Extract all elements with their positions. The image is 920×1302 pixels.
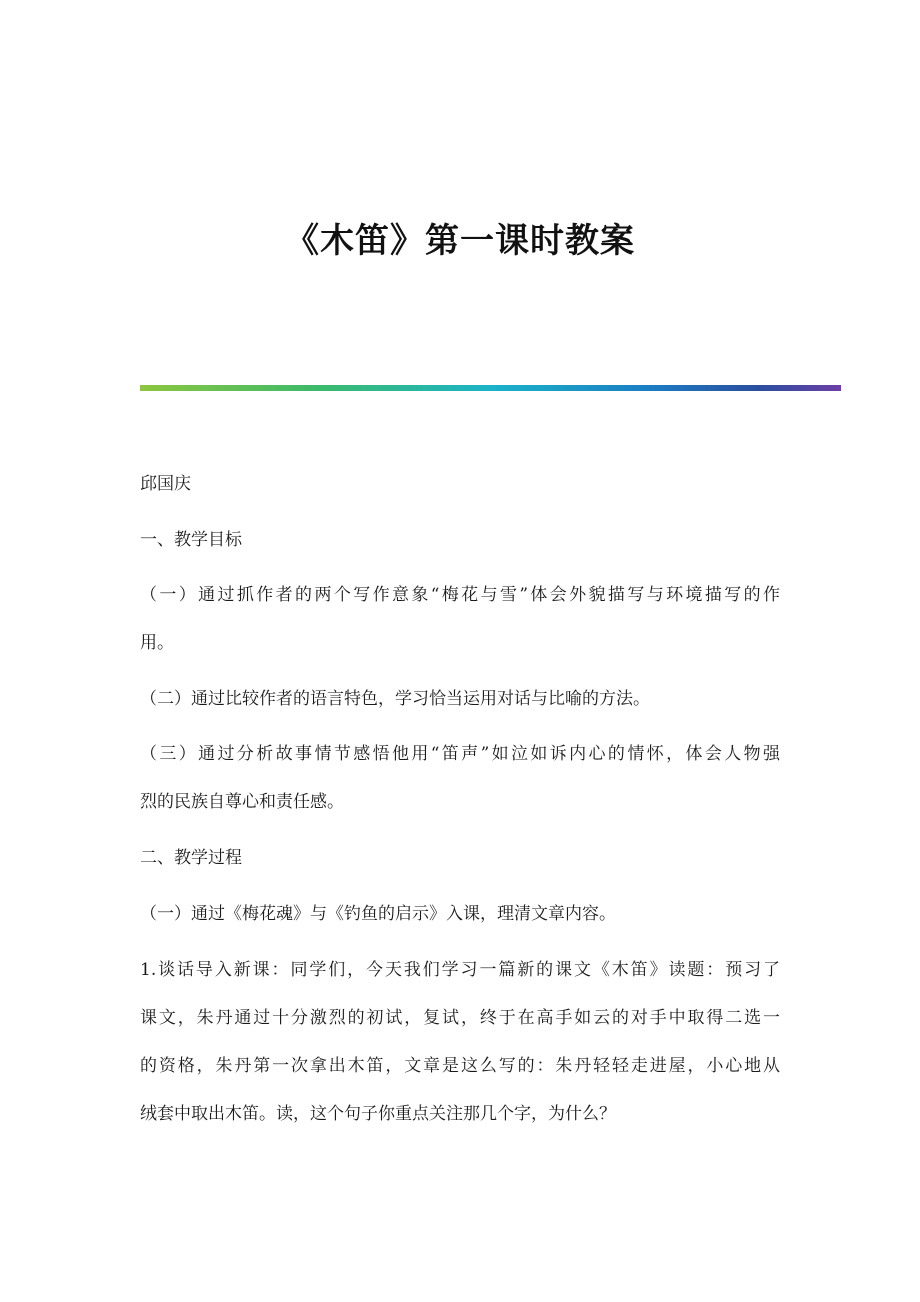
goal-3-line-2: 烈的民族自尊心和责任感。 bbox=[140, 792, 344, 812]
goal-3-line-1: （三）通过分析故事情节感悟他用“笛声”如泣如诉内心的情怀，体会人物强 bbox=[140, 744, 780, 764]
gradient-divider bbox=[140, 385, 841, 391]
goal-1-line-1: （一）通过抓作者的两个写作意象“梅花与雪”体会外貌描写与环境描写的作 bbox=[140, 585, 780, 605]
paragraph-line-4: 绒套中取出木笛。读，这个句子你重点关注那几个字，为什么？ bbox=[140, 1104, 616, 1124]
section-heading-process: 二、教学过程 bbox=[140, 848, 242, 868]
document-title: 《木笛》第一课时教案 bbox=[285, 221, 635, 261]
goal-2: （二）通过比较作者的语言特色，学习恰当运用对话与比喻的方法。 bbox=[140, 689, 650, 709]
paragraph-line-1: 1.谈话导入新课：同学们，今天我们学习一篇新的课文《木笛》读题：预习了 bbox=[140, 960, 780, 980]
goal-1-line-2: 用。 bbox=[140, 633, 174, 653]
paragraph-line-2: 课文，朱丹通过十分激烈的初试，复试，终于在高手如云的对手中取得二选一 bbox=[140, 1008, 780, 1028]
section-heading-goals: 一、教学目标 bbox=[140, 530, 242, 550]
paragraph-line-3: 的资格，朱丹第一次拿出木笛，文章是这么写的：朱丹轻轻走进屋，小心地从 bbox=[140, 1056, 780, 1076]
author-name: 邱国庆 bbox=[140, 474, 191, 494]
process-step-1: （一）通过《梅花魂》与《钓鱼的启示》入课，理清文章内容。 bbox=[140, 904, 616, 924]
